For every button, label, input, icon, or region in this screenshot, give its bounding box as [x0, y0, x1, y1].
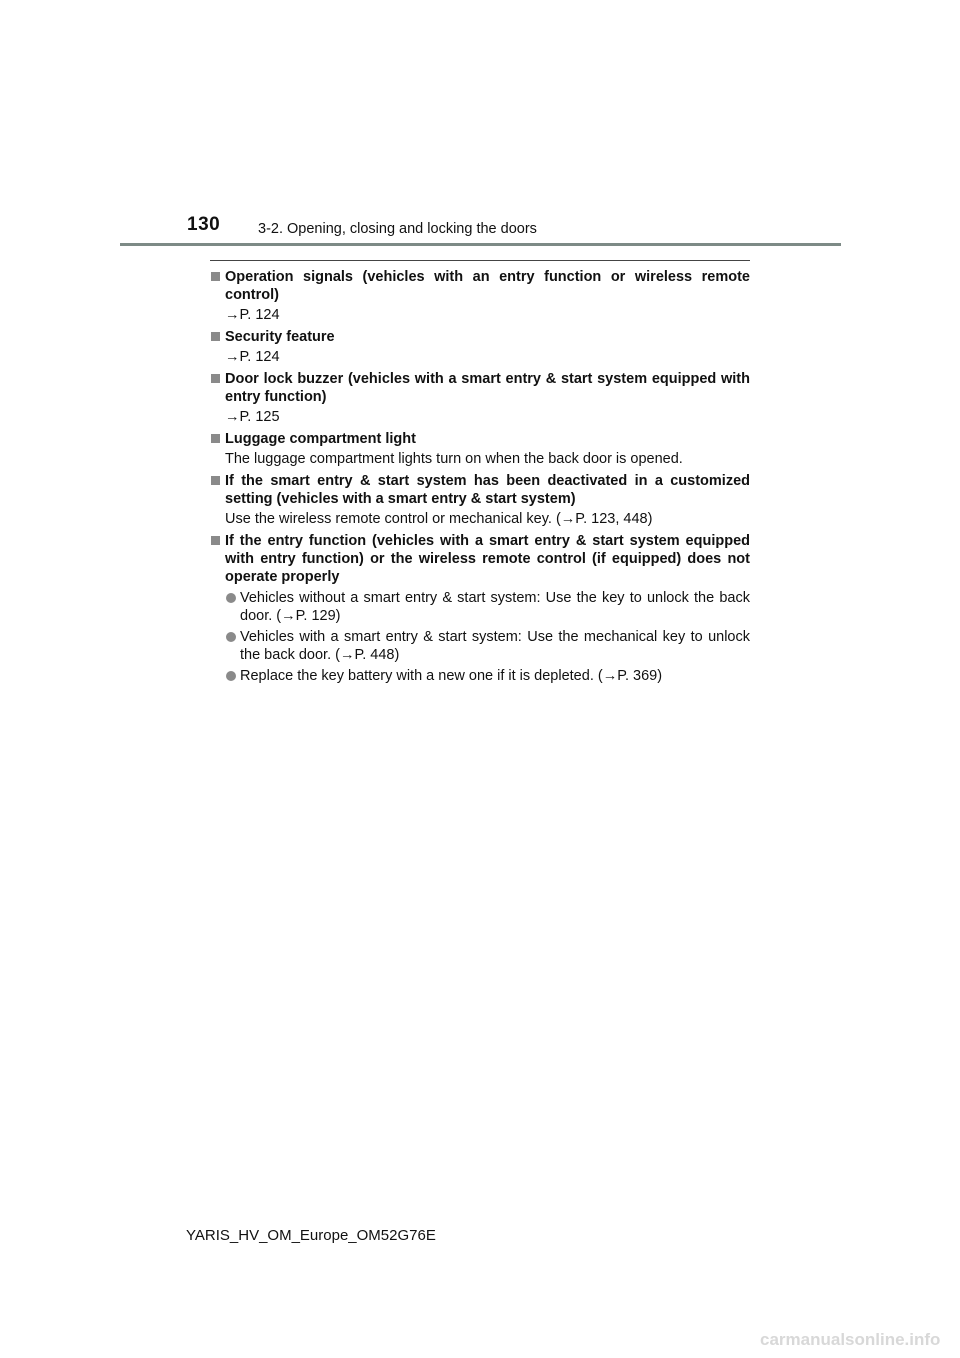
page-reference: →P. 124: [225, 307, 280, 323]
watermark-text: carmanualsonline.info: [760, 1330, 941, 1349]
sub-item-text: Vehicles with a smart entry & start system: Use the mechanical key to unlock the back door. (→P. 448): [240, 629, 750, 663]
list-item-door-lock-buzzer: [210, 370, 750, 426]
item-heading: Luggage compartment light: [225, 431, 416, 447]
square-bullet-icon: [211, 272, 220, 281]
square-bullet-icon: [211, 536, 220, 545]
page-reference: →P. 125: [225, 409, 280, 425]
item-heading: Operation signals (vehicles with an entry function or wireless remote control): [225, 269, 750, 303]
item-text: The luggage compartment lights turn on when the back door is opened.: [225, 451, 683, 467]
sub-item-text: Vehicles without a smart entry & start system: Use the key to unlock the back door. (→P. 129): [240, 590, 750, 624]
content-divider: [210, 260, 750, 261]
sub-list-item: [225, 667, 750, 685]
item-heading: Security feature: [225, 329, 335, 345]
circle-bullet-icon: [226, 632, 236, 642]
list-item-operation-signals: [210, 268, 750, 324]
page-number: 130: [187, 214, 221, 235]
circle-bullet-icon: [226, 593, 236, 603]
item-heading: If the smart entry & start system has been deactivated in a customized setting (vehicles with a smart entry & start system): [225, 473, 750, 507]
content-body: [210, 268, 750, 689]
document-code: YARIS_HV_OM_Europe_OM52G76E: [186, 1227, 436, 1244]
square-bullet-icon: [211, 374, 220, 383]
list-item-smart-entry-deactivated: [210, 472, 750, 528]
sub-list-item: [225, 628, 750, 664]
square-bullet-icon: [211, 332, 220, 341]
sub-list: [225, 589, 750, 685]
list-item-luggage-light: [210, 430, 750, 468]
header-divider: [120, 243, 841, 246]
list-item-entry-function-failure: [210, 532, 750, 685]
section-title: 3-2. Opening, closing and locking the doors: [258, 221, 537, 237]
page-reference: →P. 124: [225, 349, 280, 365]
list-item-security-feature: [210, 328, 750, 366]
sub-list-item: [225, 589, 750, 625]
item-heading: Door lock buzzer (vehicles with a smart entry & start system equipped with entry function): [225, 371, 750, 405]
square-bullet-icon: [211, 476, 220, 485]
sub-item-text: Replace the key battery with a new one if it is depleted. (→P. 369): [240, 668, 663, 684]
item-heading: If the entry function (vehicles with a smart entry & start system equipped with entry function) or the wireless remote control (if equipped) does not operate properly: [225, 533, 750, 585]
page-header: [0, 0, 960, 260]
item-text: Use the wireless remote control or mechanical key. (→P. 123, 448): [225, 511, 653, 527]
square-bullet-icon: [211, 434, 220, 443]
circle-bullet-icon: [226, 671, 236, 681]
